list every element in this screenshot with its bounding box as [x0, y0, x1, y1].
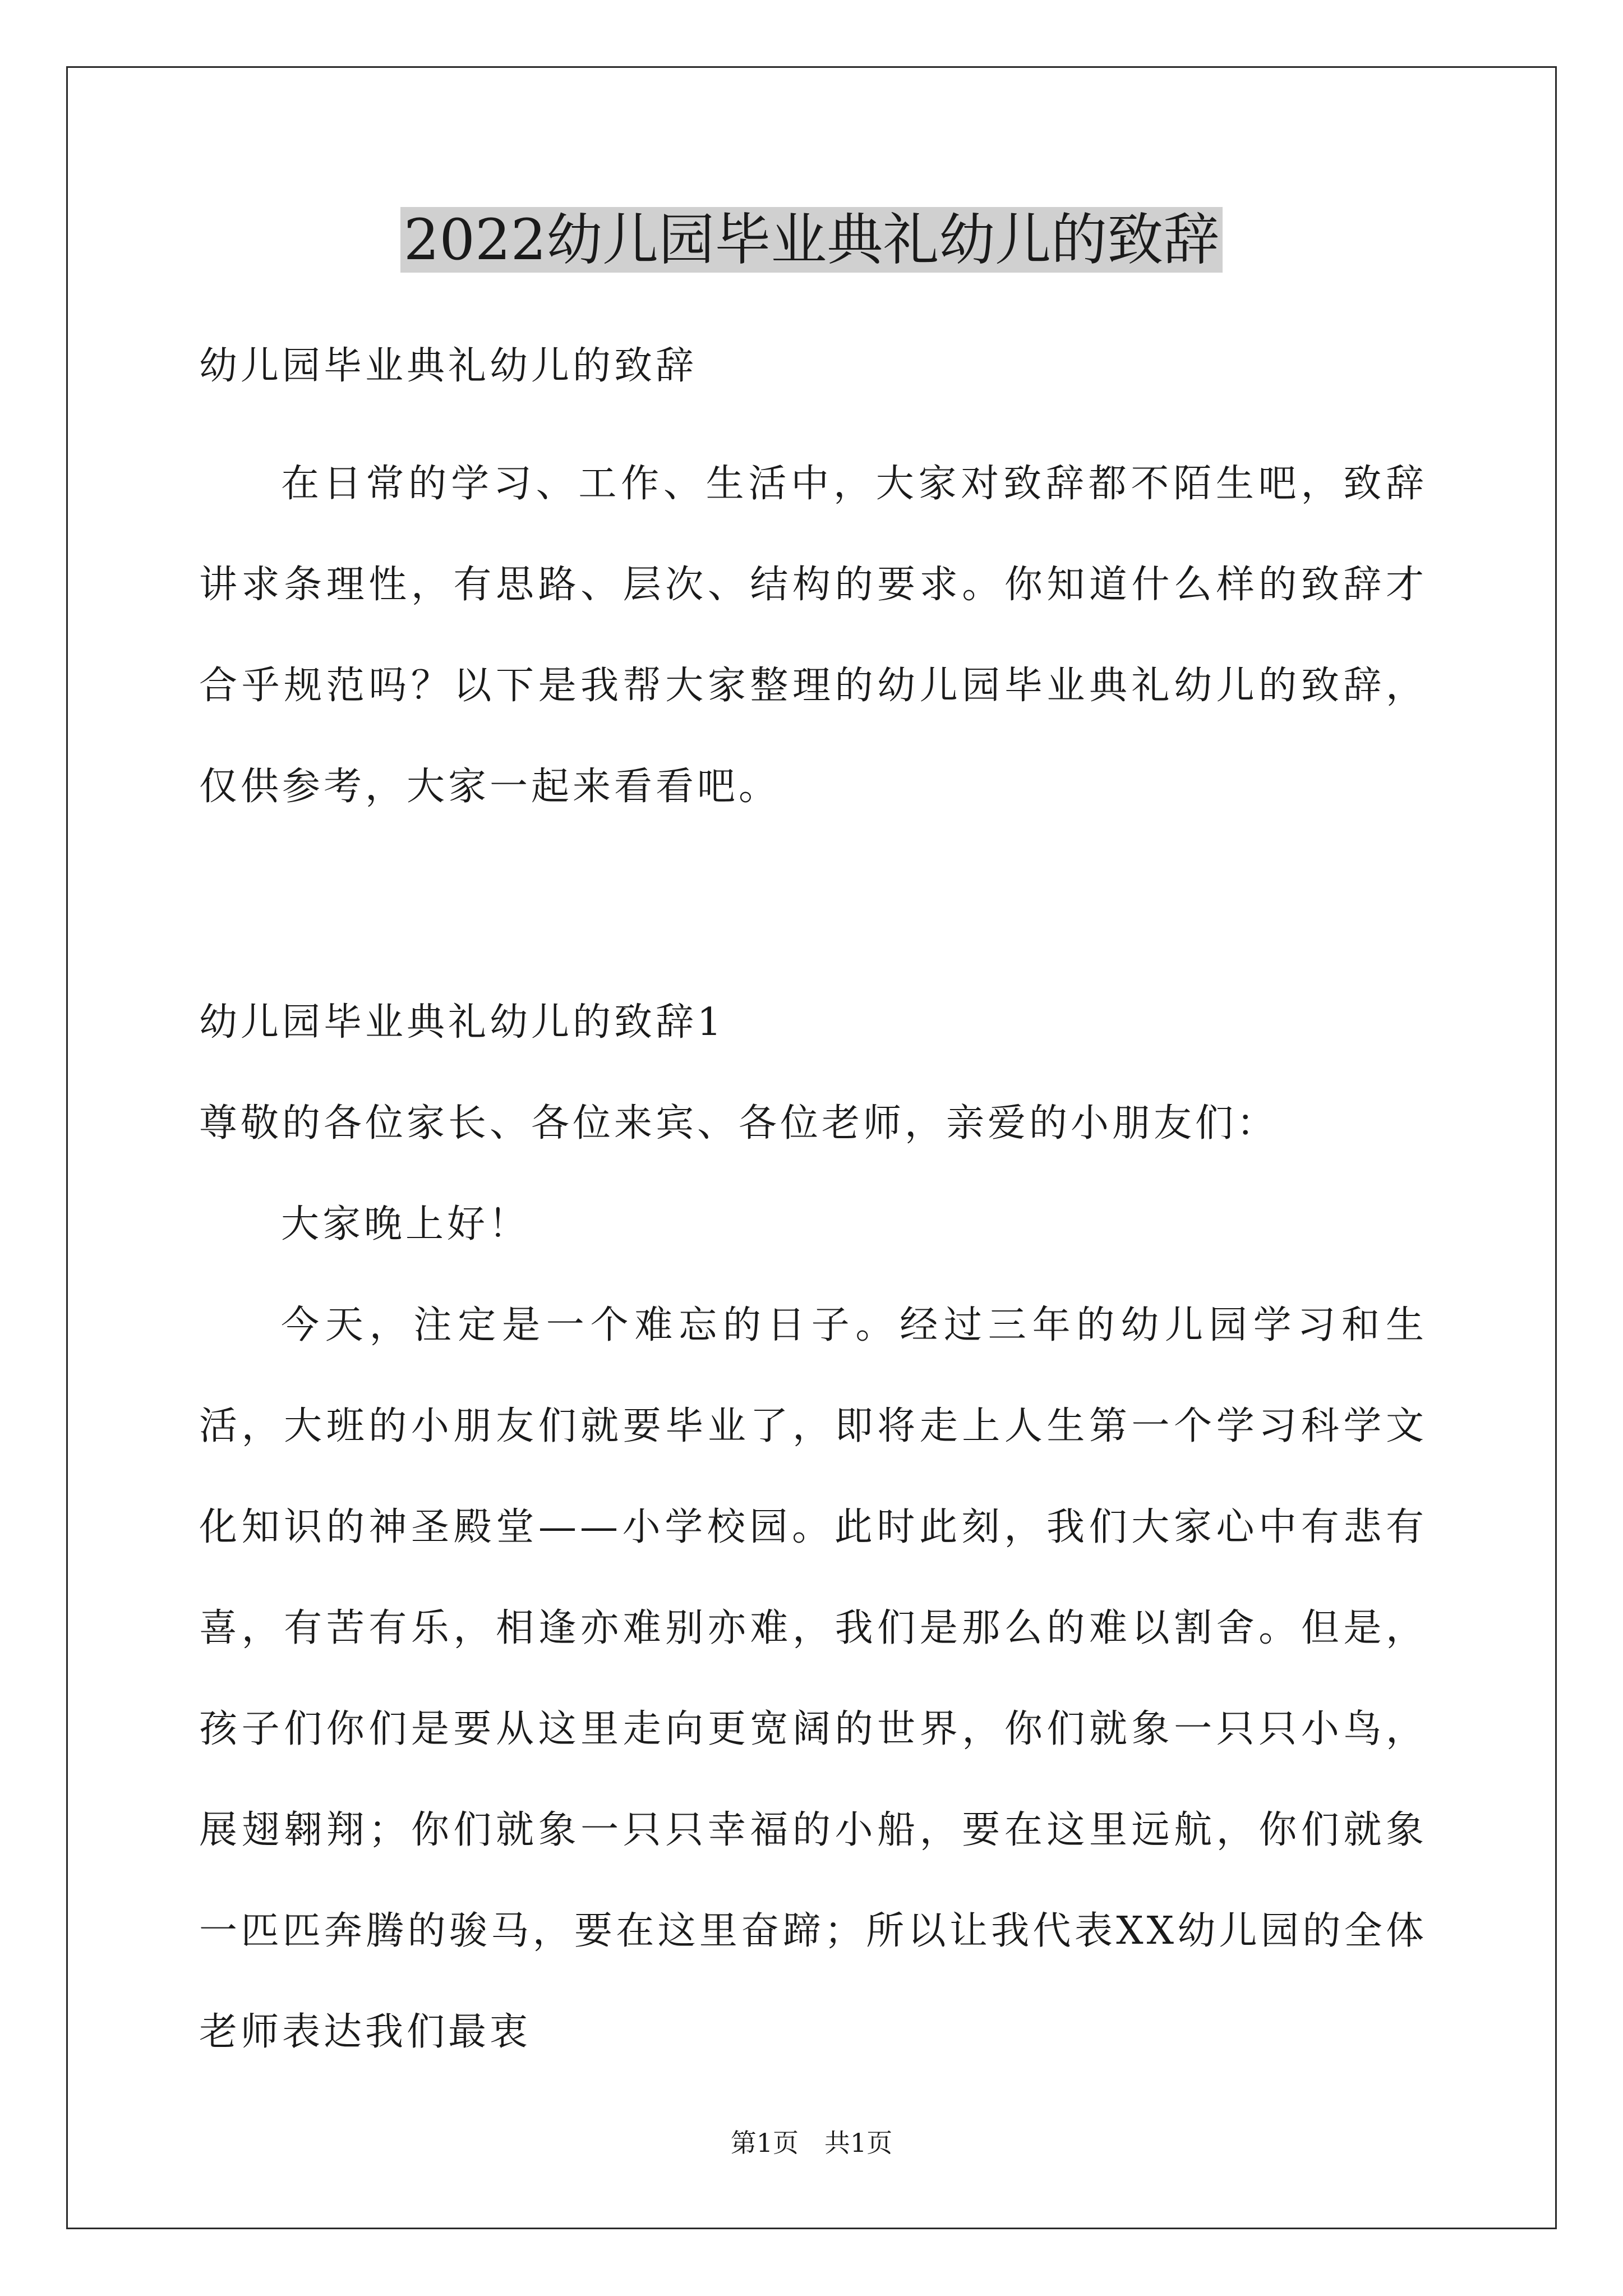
page-number: 第1页 — [730, 2128, 799, 2158]
document-subtitle: 幼儿园毕业典礼幼儿的致辞 — [199, 344, 698, 388]
document-title — [0, 201, 1623, 279]
body-paragraph: 今天，注定是一个难忘的日子。经过三年的幼儿园学习和生活，大班的小朋友们就要毕业了，即将走上人生第一个学习科学文化知识的神圣殿堂——小学校园。此时此刻，我们大家心中有悲有喜，有苦有乐，相逢亦难别亦难，我们是那么的难以割舍。但是，孩子们你们是要从这里走向更宽阔的世界，你们就象一只只小鸟，展翅翱翔；你们就象一只只幸福的小船，要在这里远航，你们就象一匹匹奔腾的骏马，要在这里奋蹄；所以让我代表XX幼儿园的全体老师表达我们最衷 — [199, 1303, 1427, 2054]
document-title-text: 2022幼儿园毕业典礼幼儿的致辞 — [400, 207, 1223, 273]
greeting: 大家晚上好！ — [281, 1202, 531, 1246]
intro-paragraph: 在日常的学习、工作、生活中，大家对致辞都不陌生吧，致辞讲求条理性，有思路、层次、结构的要求。你知道什么样的致辞才合乎规范吗？以下是我帮大家整理的幼儿园毕业典礼幼儿的致辞，仅供参考，大家一起来看看吧。 — [199, 462, 1427, 809]
section-heading: 幼儿园毕业典礼幼儿的致辞1 — [199, 1000, 725, 1045]
page-footer — [0, 2126, 1623, 2160]
salutation: 尊敬的各位家长、各位来宾、各位老师，亲爱的小朋友们： — [199, 1101, 1279, 1145]
page-total: 共1页 — [824, 2128, 893, 2158]
